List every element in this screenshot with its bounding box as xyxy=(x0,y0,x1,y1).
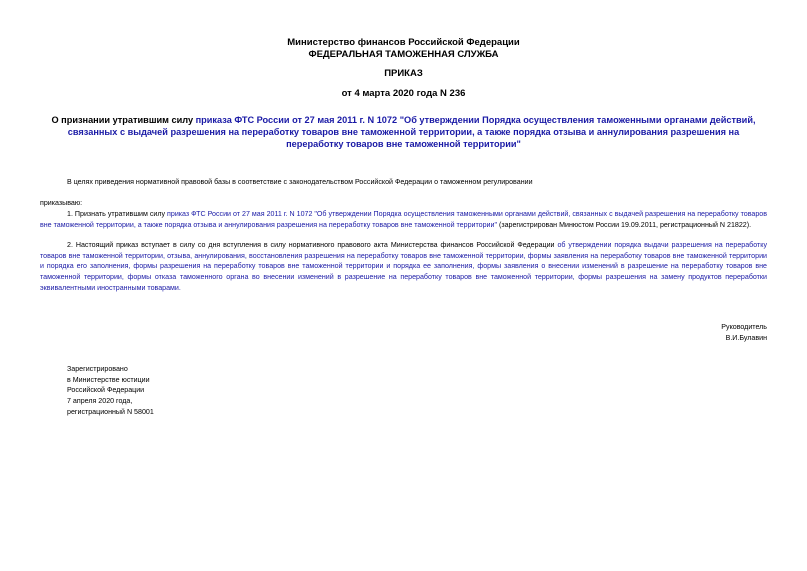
registration-line-4: 7 апреля 2020 года, xyxy=(67,397,133,406)
item-2-prefix: 2. Настоящий приказ вступает в силу со дня вступления в силу нормативного правового акта Министерства финансов Российской Федерации xyxy=(67,241,558,249)
signature-position: Руководитель xyxy=(721,323,767,331)
item-1-link[interactable]: приказ ФТС России от 27 мая 2011 г. N 1072 "Об утверждении Порядка осуществления таможенными органами действий, связанных с выдачей разрешения на переработку товаров вне таможенной территории, а также порядка отзыва и аннулирования разрешения на переработку товаров вне таможенной территории" xyxy=(40,210,767,229)
registration-line-2: в Министерстве юстиции xyxy=(67,375,150,384)
item-1 xyxy=(40,209,767,230)
signature-name: В.И.Булавин xyxy=(725,334,767,342)
registration-line-1: Зарегистрировано xyxy=(67,365,128,373)
item-1-suffix: (зарегистрирован Минюстом России 19.09.2011, регистрационный N 21822). xyxy=(496,220,752,229)
item-1-prefix: 1. Признать утратившим силу xyxy=(67,210,168,218)
registration-line-3: Российской Федерации xyxy=(67,386,145,395)
title-link[interactable]: приказа ФТС России от 27 мая 2011 г. N 1072 "Об утверждении Порядка осуществления таможенными органами действий, связанных с выдачей разрешения на переработку товаров вне таможенной территории, а также порядка отзыва и аннулирования разрешения на переработку товаров вне таможенной территории" xyxy=(67,115,756,149)
item-2 xyxy=(40,240,767,294)
title-prefix: О признании утратившим силу xyxy=(51,115,196,125)
registration-line-5: регистрационный N 58001 xyxy=(67,407,154,416)
order-word: приказываю: xyxy=(40,199,83,207)
intro-paragraph: В целях приведения нормативной правовой базы в соответствие с законодательством Российской Федерации о таможенном регулировании xyxy=(67,178,533,186)
item-2-link[interactable]: об утверждении порядка выдачи разрешения на переработку товаров вне таможенной территории, отзыва, аннулирования, восстановления разрешения на переработку товаров вне таможенной территории, формы заявления на переработку товаров вне таможенной территории и порядка его заполнения, формы разрешения на переработку товаров вне таможенной территории и порядка ее заполнения, формы заявления о внесении изменений в разрешение на переработку товаров вне таможенной территории, формы отказа таможенного органа во внесении изменений в разрешение на переработку товаров вне таможенной территории, формы разрешения на замену продуктов переработки эквивалентными иностранными товарами. xyxy=(40,241,767,292)
doc-type: ПРИКАЗ xyxy=(384,68,423,79)
ministry-name: Министерство финансов Российской Федерации xyxy=(287,37,520,48)
document-title xyxy=(40,114,767,150)
doc-date-number: от 4 марта 2020 года N 236 xyxy=(341,88,466,99)
registration-block xyxy=(67,364,154,418)
service-name: ФЕДЕРАЛЬНАЯ ТАМОЖЕННАЯ СЛУЖБА xyxy=(308,49,499,60)
